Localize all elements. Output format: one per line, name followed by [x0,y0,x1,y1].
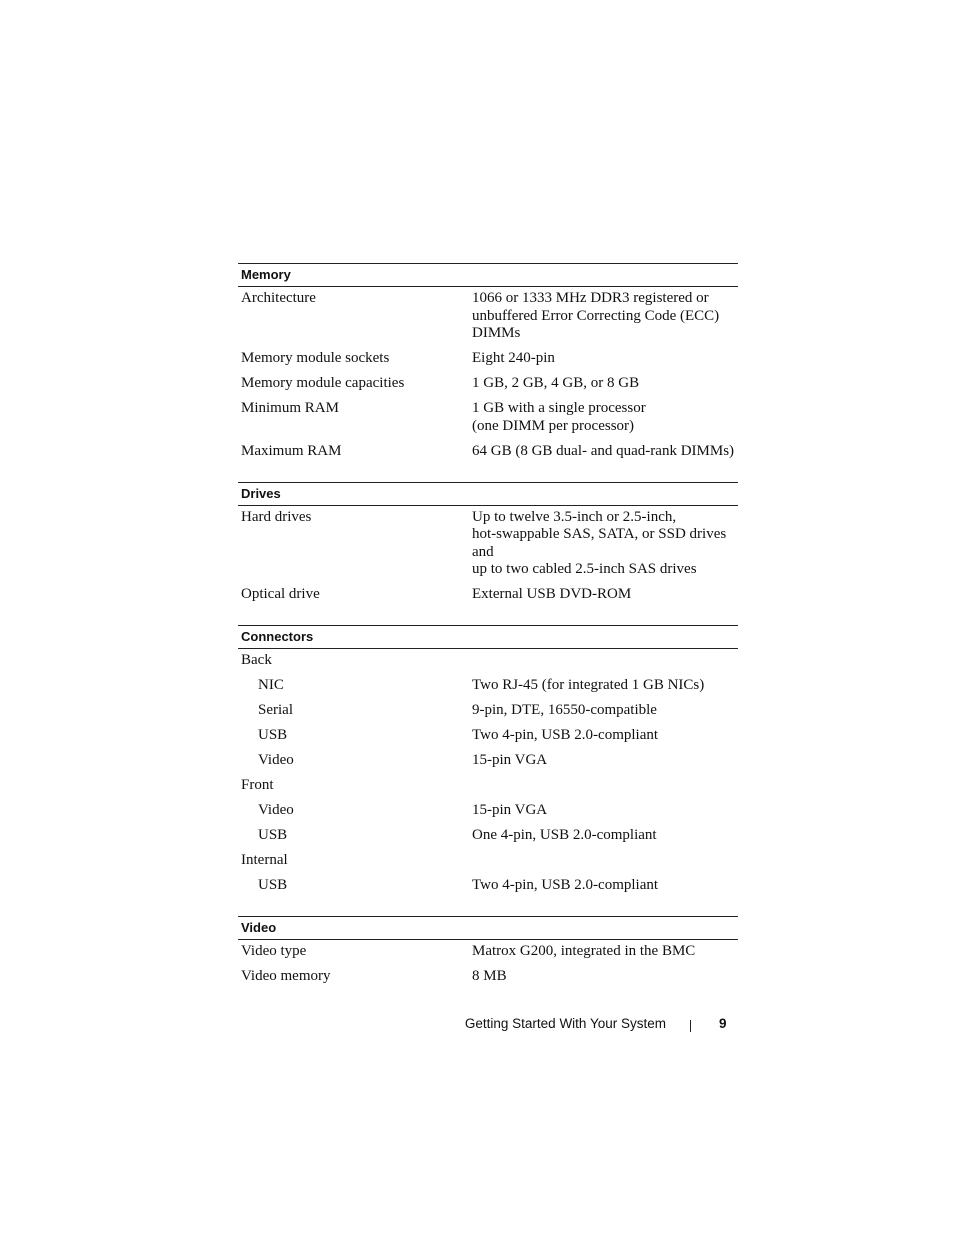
spec-label: Hard drives [241,508,312,525]
spec-row [238,290,738,343]
section-heading-connectors: Connectors [238,625,738,649]
spec-label: USB [258,827,288,843]
spec-value: 1066 or 1333 MHz DDR3 registered or unbuffered Error Correcting Code (ECC) DIMMs [472,290,720,341]
spec-row [238,443,738,461]
spec-row [238,943,738,961]
section-heading-memory: Memory [238,263,738,287]
spec-value [472,652,738,670]
section-rows-drives [238,506,738,626]
spec-label: Optical drive [241,586,320,602]
spec-value: Up to twelve 3.5-inch or 2.5-inch, hot-swappable SAS, SATA, or SSD drives and up to two cabled 2.5-inch SAS drives [472,508,727,577]
spec-row [238,677,738,695]
spec-label: Memory module sockets [241,350,390,366]
spec-row [238,777,738,795]
spec-group-label: Internal [241,852,288,868]
spec-row [238,968,738,986]
spec-row [238,852,738,870]
spec-value: 1 GB, 2 GB, 4 GB, or 8 GB [472,375,640,391]
spec-value: Two RJ-45 (for integrated 1 GB NICs) [472,677,705,693]
spec-label: Video memory [241,968,331,984]
section-heading-video: Video [238,916,738,940]
section-rows-connectors [238,649,738,916]
spec-value: 8 MB [472,968,507,984]
page-footer [0,1016,954,1036]
spec-label: NIC [258,677,284,693]
section-rows-memory [238,287,738,482]
spec-label: Video [258,802,294,818]
page-number: 9 [719,1016,727,1031]
spec-row [238,586,738,604]
spec-value: Two 4-pin, USB 2.0-compliant [472,877,659,893]
spec-value [472,777,738,795]
spec-row [238,350,738,368]
section-rows-video [238,940,738,1007]
spec-value: 64 GB (8 GB dual- and quad-rank DIMMs) [472,442,735,459]
spec-row [238,400,738,435]
spec-value: Matrox G200, integrated in the BMC [472,943,696,959]
spec-label: Video [258,752,294,768]
spec-label: Minimum RAM [241,400,339,416]
spec-value: Two 4-pin, USB 2.0-compliant [472,727,659,743]
spec-row [238,877,738,895]
spec-table [238,263,738,1007]
footer-title: Getting Started With Your System [464,1016,666,1031]
section-heading-drives: Drives [238,482,738,506]
spec-label: Architecture [241,290,316,306]
spec-label: Video type [241,943,307,959]
spec-row [238,652,738,670]
spec-value [472,852,738,870]
spec-value: 9-pin, DTE, 16550-compatible [472,702,657,718]
spec-row [238,727,738,745]
spec-label: Serial [258,702,293,718]
spec-value: External USB DVD-ROM [472,586,632,602]
spec-label: Maximum RAM [241,442,342,459]
spec-label: USB [258,727,288,743]
spec-row [238,375,738,393]
spec-label: Memory module capacities [241,375,405,391]
spec-row [238,827,738,845]
spec-value: One 4-pin, USB 2.0-compliant [472,827,657,843]
spec-row [238,509,738,579]
spec-group-label: Back [241,652,272,668]
spec-row [238,702,738,720]
footer-divider [690,1020,691,1032]
spec-value: 1 GB with a single processor (one DIMM per processor) [472,400,646,434]
spec-value: 15-pin VGA [472,802,548,818]
spec-label: USB [258,877,288,893]
spec-row [238,752,738,770]
spec-row [238,802,738,820]
spec-value: Eight 240-pin [472,350,555,366]
spec-group-label: Front [241,777,274,793]
spec-value: 15-pin VGA [472,752,548,768]
